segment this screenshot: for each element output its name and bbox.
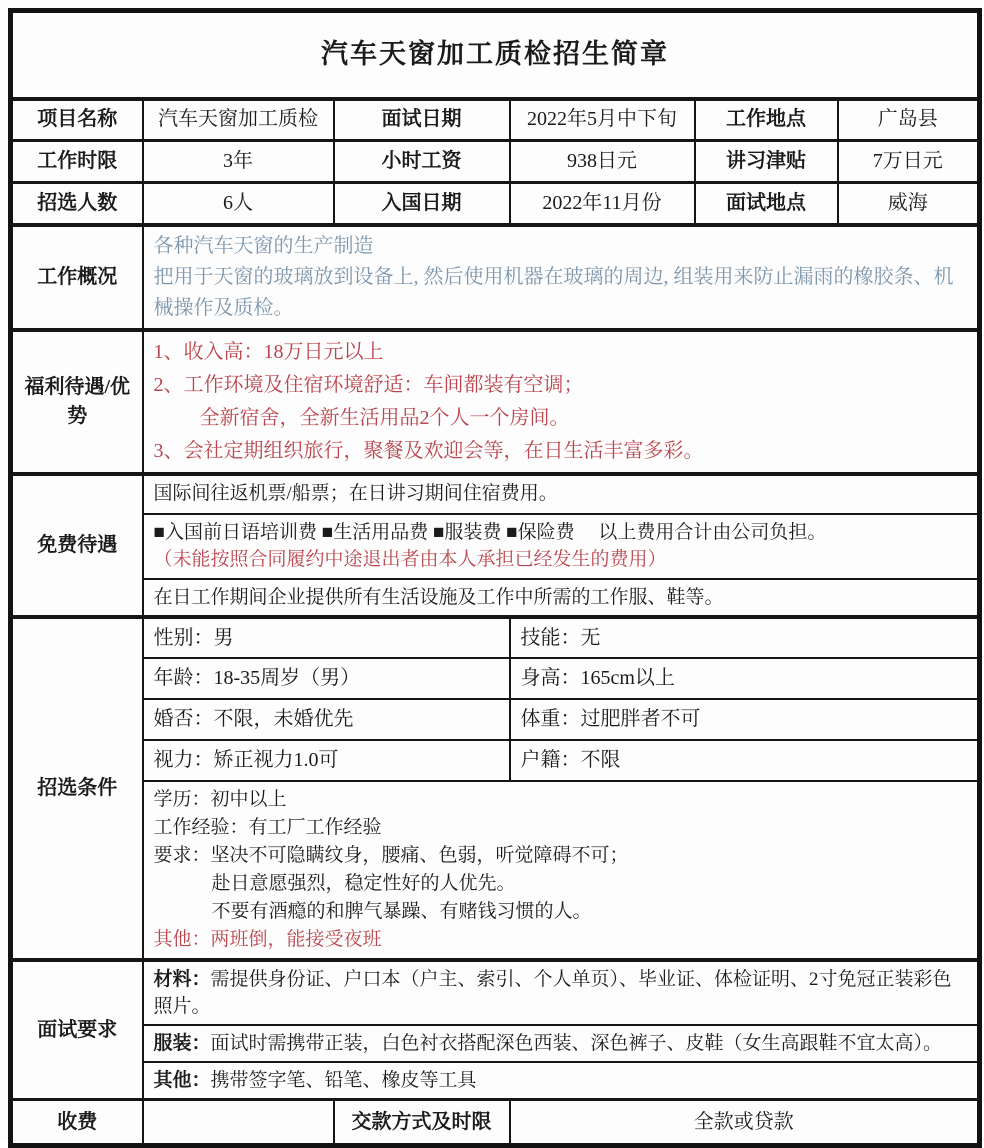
fee-row	[11, 1100, 980, 1146]
label-free-benefits: 免费待遇	[11, 474, 143, 618]
interview-materials	[143, 960, 980, 1025]
condition-requirement-2: 赴日意愿强烈，稳定性好的人优先。	[211, 873, 516, 895]
free-tickets-text: 国际间往返机票/船票；在日讲习期间住宿费用。	[143, 474, 980, 514]
value-payment-method: 全款或贷款	[510, 1100, 980, 1146]
condition-age: 年龄：18-35周岁（男）	[143, 658, 510, 699]
label-headcount: 招选人数	[11, 183, 143, 225]
label-job-overview: 工作概况	[11, 225, 143, 330]
conditions-row-2	[11, 658, 980, 699]
conditions-row-3	[11, 699, 980, 740]
label-fee: 收费	[11, 1100, 143, 1146]
welfare-line-4: 3、会社定期组织旅行，聚餐及欢迎会等，在日生活丰富多彩。	[153, 439, 704, 462]
overview-row	[11, 225, 980, 330]
condition-height: 身高：165cm以上	[510, 658, 980, 699]
interview-other-text: 携带签字笔、铅笔、橡皮等工具	[210, 1070, 477, 1092]
welfare-line-3: 全新宿舍，全新生活用品2个人一个房间。	[199, 406, 570, 429]
fee-empty-cell	[143, 1100, 334, 1146]
title-row	[11, 11, 980, 99]
label-interview-place: 面试地点	[695, 183, 838, 225]
job-overview-text	[143, 225, 980, 330]
label-entry-date: 入国日期	[334, 183, 510, 225]
interview-materials-prefix: 材料：	[153, 969, 211, 991]
condition-marriage: 婚否：不限，未婚优先	[143, 699, 510, 740]
interview-other	[143, 1062, 980, 1100]
free-row-2	[11, 514, 980, 579]
value-work-location: 广岛县	[838, 99, 980, 141]
free-row-1	[11, 474, 980, 514]
label-work-term: 工作时限	[11, 141, 143, 183]
interview-row-2	[11, 1025, 980, 1062]
welfare-row	[11, 330, 980, 474]
condition-weight: 体重：过肥胖者不可	[510, 699, 980, 740]
value-training-allowance: 7万日元	[838, 141, 980, 183]
free-fees-text	[143, 514, 980, 579]
welfare-text	[143, 330, 980, 474]
label-work-location: 工作地点	[695, 99, 838, 141]
basic-row-headcount	[11, 183, 980, 225]
label-interview-req: 面试要求	[11, 960, 143, 1100]
value-headcount: 6人	[143, 183, 334, 225]
condition-experience: 工作经验：有工厂工作经验	[153, 817, 382, 839]
condition-other: 其他：两班倒，能接受夜班	[153, 929, 382, 951]
interview-other-prefix: 其他：	[153, 1070, 211, 1092]
conditions-detail-row	[11, 781, 980, 960]
label-conditions: 招选条件	[11, 617, 143, 960]
value-interview-place: 威海	[838, 183, 980, 225]
value-project-name: 汽车天窗加工质检	[143, 99, 334, 141]
free-facilities-text: 在日工作期间企业提供所有生活设施及工作中所需的工作服、鞋等。	[143, 579, 980, 618]
interview-materials-text: 需提供身份证、户口本（户主、索引、个人单页）、毕业证、体检证明、2寸免冠正装彩色照片。	[153, 969, 952, 1018]
condition-requirement-1: 要求：坚决不可隐瞒纹身，腰痛、色弱，听觉障碍不可；	[153, 845, 629, 867]
basic-row-project	[11, 99, 980, 141]
basic-row-term	[11, 141, 980, 183]
interview-dress-text: 面试时需携带正装，白色衬衣搭配深色西装、深色裤子、皮鞋（女生高跟鞋不宜太高）。	[210, 1033, 943, 1055]
condition-gender: 性别：男	[143, 617, 510, 658]
value-work-term: 3年	[143, 141, 334, 183]
label-welfare: 福利待遇/优势	[11, 330, 143, 474]
label-payment-method: 交款方式及时限	[334, 1100, 510, 1146]
welfare-line-1: 1、收入高：18万日元以上	[153, 340, 384, 363]
free-fees-red: （未能按照合同履约中途退出者由本人承担已经发生的费用）	[153, 549, 667, 571]
free-fees-black: ■入国前日语培训费 ■生活用品费 ■服装费 ■保险费 以上费用合计由公司负担。	[153, 521, 827, 543]
label-interview-date: 面试日期	[334, 99, 510, 141]
condition-education: 学历：初中以上	[153, 789, 287, 811]
condition-skill: 技能：无	[510, 617, 980, 658]
label-project-name: 项目名称	[11, 99, 143, 141]
value-hourly-wage: 938日元	[510, 141, 695, 183]
interview-dress	[143, 1025, 980, 1062]
recruitment-table	[8, 8, 982, 1148]
page-title: 汽车天窗加工质检招生简章	[11, 11, 980, 99]
overview-line-2: 把用于天窗的玻璃放到设备上, 然后使用机器在玻璃的周边, 组装用来防止漏雨的橡胶条、机械操作及质检。	[153, 265, 954, 319]
label-hourly-wage: 小时工资	[334, 141, 510, 183]
condition-requirement-3: 不要有酒瘾的和脾气暴躁、有赌钱习惯的人。	[211, 901, 592, 923]
conditions-row-1	[11, 617, 980, 658]
condition-vision: 视力：矫正视力1.0可	[143, 740, 510, 781]
value-interview-date: 2022年5月中下旬	[510, 99, 695, 141]
free-row-3	[11, 579, 980, 618]
interview-row-3	[11, 1062, 980, 1100]
label-training-allowance: 讲习津贴	[695, 141, 838, 183]
welfare-line-2: 2、工作环境及住宿环境舒适：车间都装有空调；	[153, 373, 584, 396]
value-entry-date: 2022年11月份	[510, 183, 695, 225]
conditions-row-4	[11, 740, 980, 781]
conditions-detail-text	[143, 781, 980, 960]
interview-row-1	[11, 960, 980, 1025]
condition-residence: 户籍：不限	[510, 740, 980, 781]
interview-dress-prefix: 服装：	[153, 1033, 211, 1055]
overview-line-1: 各种汽车天窗的生产制造	[153, 234, 374, 257]
